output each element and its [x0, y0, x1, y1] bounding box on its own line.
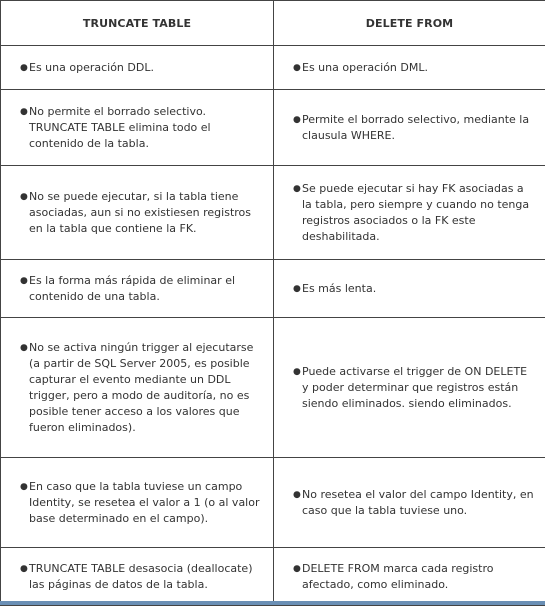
- bullet-icon: ●: [20, 189, 28, 205]
- bullet-icon: ●: [20, 479, 28, 495]
- header-row: [1, 1, 545, 46]
- bullet-icon: ●: [293, 281, 301, 297]
- bullet-icon: ●: [293, 181, 301, 197]
- truncate-text: No permite el borrado selectivo. TRUNCATE TABLE elimina todo el contenido de la tabla.: [29, 104, 263, 152]
- truncate-cell: [1, 318, 274, 458]
- table-row: [1, 260, 545, 318]
- bullet-icon: ●: [20, 60, 28, 76]
- delete-text: Puede activarse el trigger de ON DELETE y poder determinar que registros están siendo eliminados. siendo eliminados.: [302, 364, 535, 412]
- bullet-icon: ●: [20, 340, 28, 356]
- delete-text: Es una operación DML.: [302, 60, 535, 76]
- delete-cell: [274, 548, 545, 606]
- delete-text: Se puede ejecutar si hay FK asociadas a la tabla, pero siempre y cuando no tenga registros asociados o la FK este deshabilitada.: [302, 181, 535, 245]
- delete-text: Permite el borrado selectivo, mediante la clausula WHERE.: [302, 112, 535, 144]
- header-delete-from: DELETE FROM: [274, 1, 545, 46]
- truncate-cell: [1, 260, 274, 318]
- delete-text: Es más lenta.: [302, 281, 535, 297]
- delete-cell: [274, 458, 545, 548]
- table-row: [1, 90, 545, 166]
- truncate-cell: [1, 90, 274, 166]
- table-row: [1, 318, 545, 458]
- truncate-text: No se activa ningún trigger al ejecutarse (a partir de SQL Server 2005, es posible capturar el evento mediante un DDL trigger, pero a modo de auditoría, no es posible tener acceso a los valores que fueron eliminados).: [29, 340, 263, 436]
- delete-cell: [274, 46, 545, 90]
- bottom-scroll-strip: [0, 601, 545, 605]
- bullet-icon: ●: [20, 273, 28, 289]
- truncate-cell: [1, 548, 274, 606]
- delete-cell: [274, 166, 545, 260]
- delete-text: DELETE FROM marca cada registro afectado, como eliminado.: [302, 561, 535, 593]
- truncate-cell: [1, 166, 274, 260]
- bullet-icon: ●: [293, 112, 301, 128]
- truncate-text: Es una operación DDL.: [29, 60, 263, 76]
- delete-cell: [274, 260, 545, 318]
- table-row: [1, 548, 545, 606]
- delete-cell: [274, 318, 545, 458]
- table-row: [1, 46, 545, 90]
- bullet-icon: ●: [20, 104, 28, 120]
- table-row: [1, 166, 545, 260]
- bullet-icon: ●: [20, 561, 28, 577]
- bullet-icon: ●: [293, 561, 301, 577]
- delete-cell: [274, 90, 545, 166]
- truncate-text: En caso que la tabla tuviese un campo Identity, se resetea el valor a 1 (o al valor base determinado en el campo).: [29, 479, 263, 527]
- table-row: [1, 458, 545, 548]
- bullet-icon: ●: [293, 487, 301, 503]
- bullet-icon: ●: [293, 364, 301, 380]
- truncate-text: Es la forma más rápida de eliminar el contenido de una tabla.: [29, 273, 263, 305]
- truncate-text: No se puede ejecutar, si la tabla tiene asociadas, aun si no existiesen registros en la tabla que contiene la FK.: [29, 189, 263, 237]
- delete-text: No resetea el valor del campo Identity, en caso que la tabla tuviese uno.: [302, 487, 535, 519]
- bullet-icon: ●: [293, 60, 301, 76]
- truncate-text: TRUNCATE TABLE desasocia (deallocate) las páginas de datos de la tabla.: [29, 561, 263, 593]
- truncate-cell: [1, 46, 274, 90]
- header-truncate-table: TRUNCATE TABLE: [1, 1, 274, 46]
- truncate-cell: [1, 458, 274, 548]
